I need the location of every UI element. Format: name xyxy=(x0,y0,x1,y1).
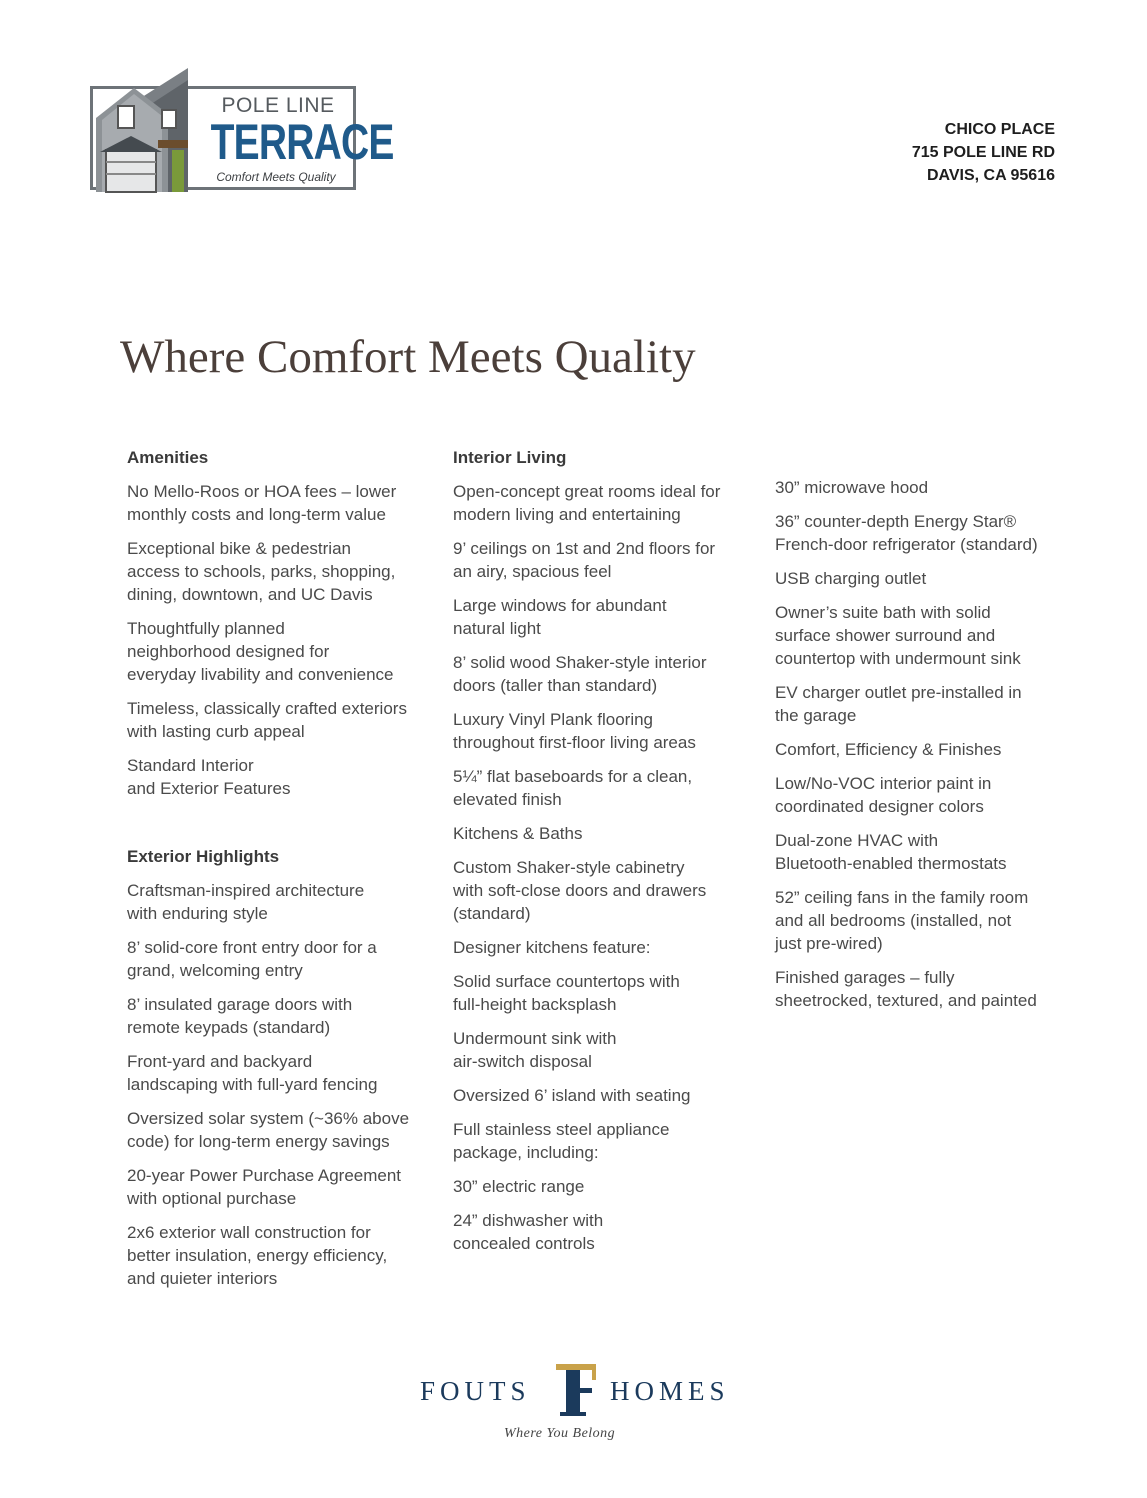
list-item: 24” dishwasher with concealed controls xyxy=(453,1211,604,1253)
list-item: 8’ insulated garage doors with remote keypads (standard) xyxy=(127,995,353,1037)
page-headline: Where Comfort Meets Quality xyxy=(120,331,696,383)
list-item: Craftsman-inspired architecture with enduring style xyxy=(127,881,365,923)
address-line-2: 715 POLE LINE RD xyxy=(911,144,1055,161)
list-item: Oversized 6’ island with seating xyxy=(453,1086,691,1105)
logo-text-pole-line: POLE LINE xyxy=(221,94,335,117)
list-item: 5¼” flat baseboards for a clean, elevated finish xyxy=(453,767,693,809)
column-amenities-exterior xyxy=(127,446,427,1301)
list-item: Solid surface countertops with full-height backsplash xyxy=(453,972,680,1014)
list-item: Full stainless steel appliance package, including: xyxy=(453,1120,670,1162)
list-item: Timeless, classically crafted exteriors with lasting curb appeal xyxy=(127,699,407,741)
pole-line-terrace-logo xyxy=(88,66,394,194)
list-item: Owner’s suite bath with solid surface shower surround and countertop with undermount sink xyxy=(775,603,1021,668)
list-item: 30” electric range xyxy=(453,1177,585,1196)
house-logo-icon xyxy=(88,66,198,194)
list-item: 30” microwave hood xyxy=(775,478,929,497)
address-line-1: CHICO PLACE xyxy=(944,121,1055,138)
community-address xyxy=(912,118,1055,187)
subheading-comfort-efficiency: Comfort, Efficiency & Finishes xyxy=(775,740,1002,759)
list-item: Standard Interior and Exterior Features xyxy=(127,756,291,798)
list-item: 8’ solid wood Shaker-style interior doors (taller than standard) xyxy=(453,653,707,695)
list-item: Undermount sink with air-switch disposal xyxy=(453,1029,617,1071)
list-item: Exceptional bike & pedestrian access to schools, parks, shopping, dining, downtown, and UC Davis xyxy=(127,539,396,604)
list-item: No Mello-Roos or HOA fees – lower monthly costs and long-term value xyxy=(127,482,397,524)
list-item: 2x6 exterior wall construction for better insulation, energy efficiency, and quieter interiors xyxy=(127,1223,388,1288)
list-item: Low/No-VOC interior paint in coordinated designer colors xyxy=(775,774,992,816)
list-item: Finished garages – fully sheetrocked, textured, and painted xyxy=(775,968,1037,1010)
section-heading-interior: Interior Living xyxy=(453,448,567,467)
list-item: EV charger outlet pre-installed in the garage xyxy=(775,683,1022,725)
list-item: Dual-zone HVAC with Bluetooth-enabled thermostats xyxy=(775,831,1007,873)
list-item: 36” counter-depth Energy Star® French-door refrigerator (standard) xyxy=(775,512,1038,554)
brand-homes: HOMES xyxy=(610,1376,730,1406)
list-item: USB charging outlet xyxy=(775,569,927,588)
list-item: Custom Shaker-style cabinetry with soft-close doors and drawers (standard) xyxy=(453,858,707,923)
column-interior-continued xyxy=(775,476,1075,1023)
column-interior-living xyxy=(453,446,753,1266)
address-line-3: DAVIS, CA 95616 xyxy=(926,167,1055,184)
list-item: Thoughtfully planned neighborhood designed for everyday livability and convenience xyxy=(127,619,394,684)
subheading-kitchens-baths: Kitchens & Baths xyxy=(453,824,583,843)
list-item: 9’ ceilings on 1st and 2nd floors for an airy, spacious feel xyxy=(453,539,716,581)
fouts-homes-logo xyxy=(420,1360,730,1450)
brand-tagline: Where You Belong xyxy=(504,1426,616,1441)
logo-tagline: Comfort Meets Quality xyxy=(216,170,336,184)
logo-text-terrace: TERRACE xyxy=(210,114,394,170)
f-monogram-icon xyxy=(554,1362,598,1418)
list-item: Open-concept great rooms ideal for modern living and entertaining xyxy=(453,482,721,524)
list-item: 52” ceiling fans in the family room and all bedrooms (installed, not just pre-wired) xyxy=(775,888,1029,953)
brand-fouts: FOUTS xyxy=(420,1376,531,1406)
list-item: Front-yard and backyard landscaping with full-yard fencing xyxy=(127,1052,378,1094)
list-item: Luxury Vinyl Plank flooring throughout first-floor living areas xyxy=(453,710,696,752)
list-item: 8’ solid-core front entry door for a grand, welcoming entry xyxy=(127,938,377,980)
list-item: Large windows for abundant natural light xyxy=(453,596,667,638)
section-heading-exterior: Exterior Highlights xyxy=(127,847,280,866)
list-item: Oversized solar system (~36% above code) for long-term energy savings xyxy=(127,1109,410,1151)
section-heading-amenities: Amenities xyxy=(127,448,209,467)
list-item: 20-year Power Purchase Agreement with optional purchase xyxy=(127,1166,402,1208)
list-item: Designer kitchens feature: xyxy=(453,938,651,957)
section-spacer xyxy=(127,811,427,845)
